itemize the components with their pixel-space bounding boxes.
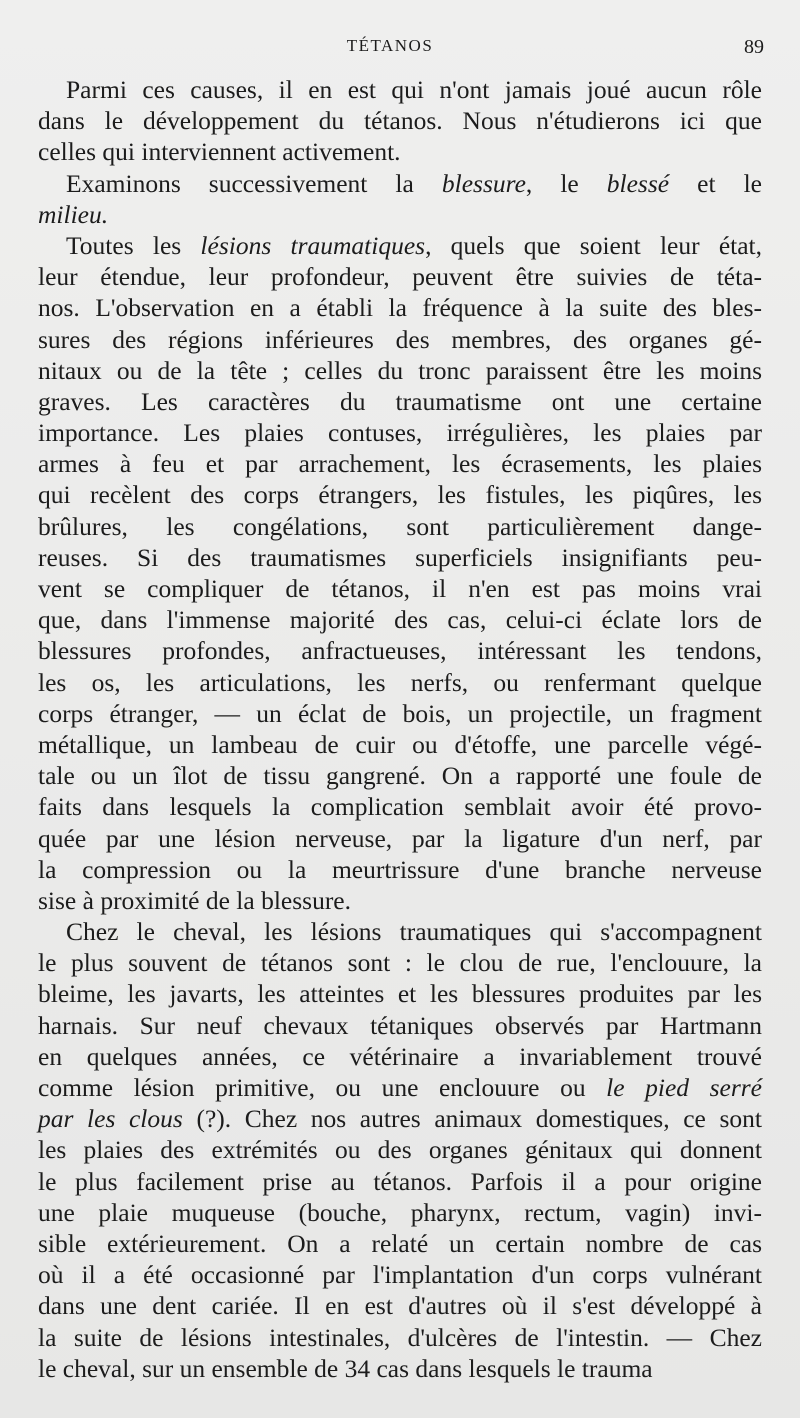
text-run: , le [525, 168, 607, 198]
text-line [38, 1103, 762, 1134]
text-line [38, 1290, 762, 1321]
text-line [38, 885, 762, 916]
text-line [38, 292, 762, 323]
text-run: les plaies des extrémités ou des organes génitaux qui donnent [38, 1135, 762, 1165]
text-run: celles qui interviennent activement. [38, 137, 401, 167]
text-run: blessures profondes, anfractueuses, intéressant les tendons, [38, 636, 762, 666]
text-run: sise à proximité de la blessure. [38, 885, 351, 915]
text-run: le cheval, sur un ensemble de 34 cas dans lesquels le trauma [38, 1353, 653, 1383]
text-run: métallique, un lambeau de cuir ou d'étoffe, une parcelle végé- [38, 729, 762, 759]
text-run: les os, les articulations, les nerfs, ou renfermant quelque [38, 667, 762, 697]
text-run: où il a été occasionné par l'implantation d'un corps vulnérant [38, 1260, 762, 1290]
text-line [38, 1353, 762, 1384]
text-line [38, 573, 762, 604]
text-line [38, 1041, 762, 1072]
text-line [38, 386, 762, 417]
text-run: (?). Chez nos autres animaux domestiques, ce sont [182, 1104, 762, 1134]
text-line [38, 230, 762, 261]
paragraph [38, 168, 762, 230]
text-line [38, 854, 762, 885]
text-run: nos. L'observation en a établi la fréquence à la suite des bles- [38, 293, 762, 323]
text-line [38, 1322, 762, 1353]
text-line [38, 698, 762, 729]
text-line [38, 324, 762, 355]
text-run: Parmi ces causes, il en est qui n'ont jamais joué aucun rôle [66, 75, 762, 104]
text-run: graves. Les caractères du traumatisme ont une certaine [38, 386, 762, 416]
text-line [38, 1072, 762, 1103]
text-run: sures des régions inférieures des membres, des organes gé- [38, 324, 762, 354]
italic-text: blessé [606, 168, 670, 198]
italic-text: par les clous [38, 1104, 183, 1134]
text-run: nitaux ou de la tête ; celles du tronc paraissent être les moins [38, 355, 762, 385]
text-line [38, 136, 762, 167]
text-run: vent se compliquer de tétanos, il n'en est pas moins vrai [38, 574, 762, 603]
running-head: TÉTANOS [346, 36, 434, 55]
text-line [38, 978, 762, 1009]
text-run: comme lésion primitive, ou une enclouure ou [38, 1073, 607, 1102]
text-run: la suite de lésions intestinales, d'ulcères de l'intestin. — Chez [38, 1322, 762, 1352]
text-run: le plus souvent de tétanos sont : le clou de rue, l'enclouure, la [38, 948, 762, 978]
paragraph [38, 916, 762, 1384]
text-line [38, 542, 762, 573]
text-line [38, 916, 762, 947]
text-run: sible extérieurement. On a relaté un certain nombre de cas [38, 1228, 762, 1258]
text-run: leur étendue, leur profondeur, peuvent être suivies de téta- [38, 262, 762, 292]
text-run: qui recèlent des corps étrangers, les fistules, les piqûres, les [38, 480, 762, 510]
text-run: reuses. Si des traumatismes superficiels insignifiants peu- [38, 542, 762, 572]
text-line [38, 105, 762, 136]
text-run: importance. Les plaies contuses, irrégulières, les plaies par [38, 418, 762, 448]
text-line [38, 74, 762, 105]
text-line [38, 729, 762, 760]
italic-text: le pied serré [606, 1073, 762, 1102]
text-run: harnais. Sur neuf chevaux tétaniques observés par Hartmann [38, 1010, 762, 1040]
text-line [38, 168, 762, 199]
text-line [38, 199, 762, 230]
text-run: Toutes les [66, 230, 201, 260]
text-line [38, 947, 762, 978]
body-text [38, 74, 762, 1384]
text-run: bleime, les javarts, les atteintes et les blessures produites par les [38, 979, 762, 1009]
text-run: dans le développement du tétanos. Nous n'étudierons ici que [38, 106, 762, 136]
page-header [0, 32, 800, 60]
text-run: brûlures, les congélations, sont particulièrement dange- [38, 511, 762, 541]
text-run: le plus facilement prise au tétanos. Parfois il a pour origine [38, 1166, 762, 1196]
text-line [38, 1166, 762, 1197]
text-line [38, 261, 762, 292]
text-line [38, 1010, 762, 1041]
text-line [38, 1197, 762, 1228]
text-line [38, 511, 762, 542]
text-run: tale ou un îlot de tissu gangrené. On a rapporté une foule de [38, 761, 762, 791]
text-line [38, 760, 762, 791]
text-line [38, 417, 762, 448]
text-run: faits dans lesquels la complication semblait avoir été provo- [38, 792, 762, 822]
paragraph [38, 230, 762, 916]
text-line [38, 791, 762, 822]
text-line [38, 667, 762, 698]
text-run: dans une dent cariée. Il en est d'autres où il s'est développé à [38, 1291, 762, 1321]
page-number: 89 [744, 36, 764, 58]
text-line [38, 604, 762, 635]
text-run: Chez le cheval, les lésions traumatiques qui s'accompagnent [66, 917, 762, 947]
paragraph [38, 74, 762, 168]
italic-text: blessure [441, 168, 526, 198]
text-line [38, 355, 762, 386]
text-run: que, dans l'immense majorité des cas, celui-ci éclate lors de [38, 605, 762, 635]
text-line [38, 823, 762, 854]
text-run: Examinons successivement la [66, 168, 442, 198]
text-line [38, 448, 762, 479]
text-run: armes à feu et par arrachement, les écrasements, les plaies [38, 449, 762, 479]
text-run: corps étranger, — un éclat de bois, un projectile, un fragment [38, 698, 762, 728]
italic-text: milieu. [38, 199, 109, 229]
text-run: la compression ou la meurtrissure d'une branche nerveuse [38, 854, 762, 884]
text-line [38, 1228, 762, 1259]
italic-text: lésions traumatiques [200, 230, 426, 260]
text-line [38, 1134, 762, 1165]
text-run: quée par une lésion nerveuse, par la ligature d'un nerf, par [38, 823, 762, 853]
text-line [38, 635, 762, 666]
text-run: une plaie muqueuse (bouche, pharynx, rectum, vagin) invi- [38, 1197, 762, 1227]
text-line [38, 479, 762, 510]
text-run: , quels que soient leur état, [425, 230, 762, 260]
text-run: et le [669, 168, 762, 198]
text-run: en quelques années, ce vétérinaire a invariablement trouvé [38, 1041, 762, 1071]
text-line [38, 1259, 762, 1290]
